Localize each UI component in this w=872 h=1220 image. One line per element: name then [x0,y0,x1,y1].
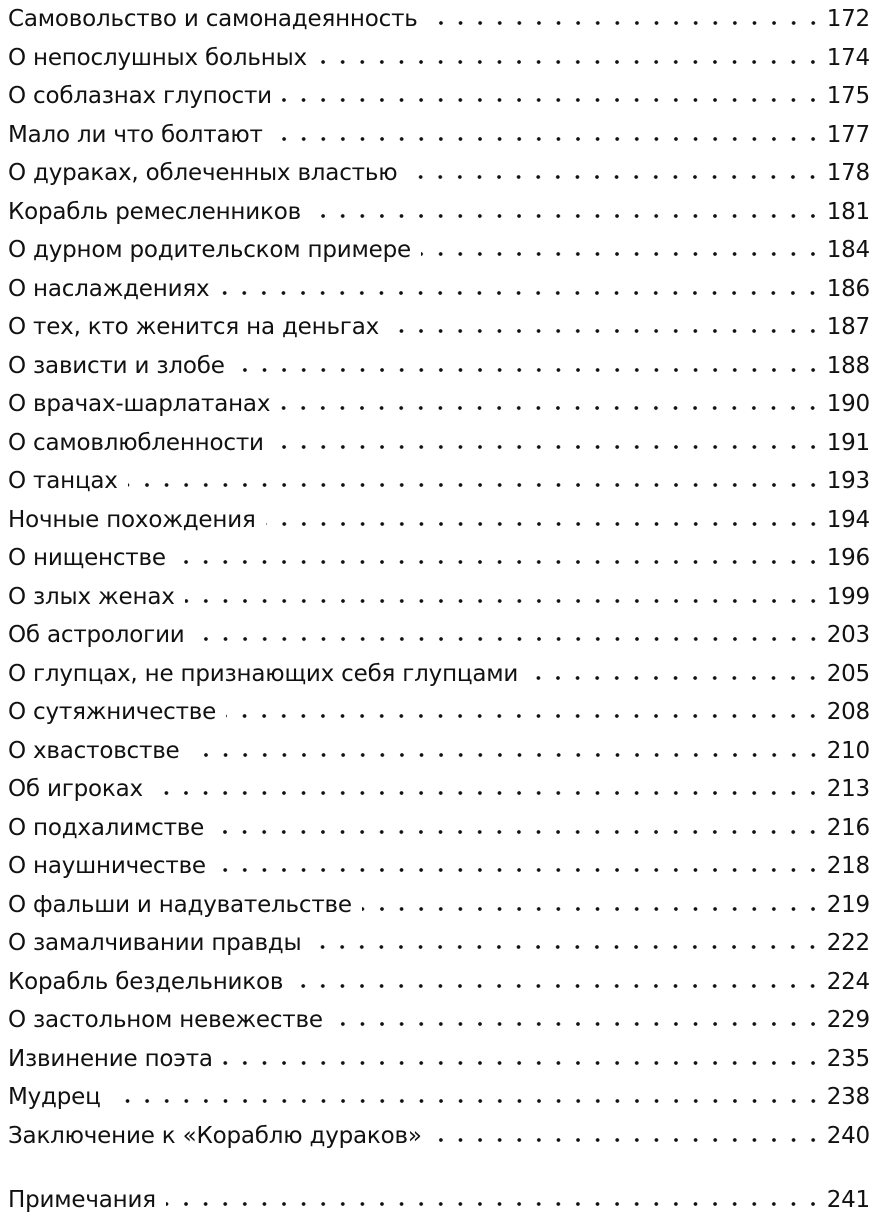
dot-leader [185,599,823,603]
toc-entry-title: О врачах-шарлатанах [8,391,271,417]
dot-leader [235,368,823,372]
toc-entry-title: О подхалимстве [8,814,205,841]
toc-entry[interactable] [8,424,870,463]
toc-entry-page: 210 [826,737,870,764]
toc-entry-page: 241 [826,1187,870,1213]
toc-entry[interactable] [8,616,870,655]
toc-entry-title: О сутяжничестве [8,699,217,725]
toc-entry-title: Корабль ремесленников [8,198,301,225]
toc-entry-page: 187 [826,314,870,340]
toc-entry-title: О злых женах [8,583,175,610]
toc-entry[interactable] [8,847,870,886]
toc-entry[interactable] [8,308,870,347]
toc-entry-title: О застольном невежестве [8,1007,323,1033]
toc-entry-page: 219 [826,891,870,918]
dot-leader [219,291,822,295]
toc-entry[interactable] [8,1117,870,1156]
toc-entry-page: 235 [826,1045,870,1072]
toc-entry[interactable] [8,0,870,39]
toc-entry-page: 216 [826,814,870,841]
toc-entry[interactable] [8,501,870,540]
dot-leader [216,868,823,872]
toc-entry-title: Мудрец [8,1084,101,1110]
dot-leader [226,714,823,718]
toc-entry-title: О глупцах, не признающих себя глупцами [8,660,519,687]
toc-entry[interactable] [8,693,870,732]
toc-entry-title: Самовольство и самонадеянность [8,6,418,32]
toc-entry-page: 186 [826,275,870,302]
dot-leader [293,984,822,988]
toc-entry[interactable] [8,963,870,1002]
toc-entry-title: Мало ли что болтают [8,121,263,148]
table-of-contents [8,0,870,1220]
toc-entry-page: 224 [826,968,870,995]
toc-entry-title: Об астрологии [8,622,185,648]
toc-entry-page: 203 [826,622,870,648]
dot-leader [362,907,823,911]
toc-entry[interactable] [8,231,870,270]
toc-entry[interactable] [8,809,870,848]
toc-entry[interactable] [8,1078,870,1117]
toc-entry-title: Извинение поэта [8,1045,213,1072]
dot-leader [333,1022,823,1026]
toc-entry-page: 178 [826,160,870,186]
toc-entry-page: 208 [826,699,870,725]
toc-entry-title: О замалчивании правды [8,930,302,956]
dot-leader [407,175,822,179]
toc-entry[interactable] [8,116,870,155]
toc-entry-page: 196 [826,545,870,571]
toc-entry-title: О наушничестве [8,853,206,879]
dot-leader [280,406,822,410]
toc-entry[interactable] [8,578,870,617]
toc-entry-title: Корабль бездельников [8,968,284,995]
toc-entry-page: 191 [826,429,870,456]
toc-entry-title: О дураках, облеченных властью [8,160,398,186]
toc-entry-title: О непослушных больных [8,44,307,71]
dot-leader [111,1099,823,1103]
toc-entry-page: 172 [826,6,870,32]
dot-leader [266,522,823,526]
toc-entry-title: Ночные похождения [8,506,256,533]
toc-entry[interactable] [8,193,870,232]
dot-leader [128,483,823,487]
toc-entry-title: О танцах [8,468,118,494]
dot-leader [311,214,823,218]
toc-entry-page: 194 [826,506,870,533]
dot-leader [389,329,823,333]
dot-leader [223,1061,823,1065]
toc-entry-title: О хвастовстве [8,737,180,764]
toc-entry-title: О дурном родительском примере [8,237,411,263]
dot-leader [214,830,823,834]
dot-leader [176,560,823,564]
toc-entry-page: 175 [826,83,870,109]
toc-entry-title: Об игроках [8,776,143,802]
toc-entry-page: 184 [826,237,870,263]
toc-entry-page: 238 [826,1084,870,1110]
toc-entry[interactable] [8,462,870,501]
toc-entry-page: 218 [826,853,870,879]
toc-entry[interactable] [8,347,870,386]
toc-entry-title: Заключение к «Кораблю дураков» [8,1122,422,1149]
toc-entry-page: 222 [826,930,870,956]
toc-entry-title: Примечания [8,1187,156,1213]
toc-entry-page: 177 [826,121,870,148]
toc-entry[interactable] [8,270,870,309]
toc-entry[interactable] [8,924,870,963]
toc-entry[interactable] [8,1001,870,1040]
toc-entry[interactable] [8,655,870,694]
dot-leader [421,252,823,256]
dot-leader [195,637,823,641]
dot-leader [282,98,823,102]
toc-entry-page: 193 [826,468,870,494]
toc-entry-page: 229 [826,1007,870,1033]
toc-entry-page: 181 [826,198,870,225]
toc-entry[interactable] [8,77,870,116]
dot-leader [432,1138,823,1142]
dot-leader [274,445,823,449]
toc-entry-title: О нищенстве [8,545,166,571]
toc-entry-page: 205 [826,660,870,687]
toc-entry[interactable] [8,886,870,925]
dot-leader [311,945,822,949]
toc-entry-title: О тех, кто женится на деньгах [8,314,379,340]
toc-entry-title: О наслаждениях [8,275,210,302]
toc-entry-page: 190 [826,391,870,417]
toc-entry-page: 188 [826,352,870,379]
toc-entry-title: О фальши и надувательстве [8,891,352,918]
toc-entry-notes[interactable] [8,1181,870,1220]
dot-leader [428,21,823,25]
toc-entry-page: 213 [826,776,870,802]
toc-entry-page: 240 [826,1122,870,1149]
toc-entry[interactable] [8,770,870,809]
dot-leader [273,137,823,141]
toc-entry[interactable] [8,732,870,771]
toc-entry-title: О самовлюбленности [8,429,264,456]
toc-entry-title: О зависти и злобе [8,352,225,379]
toc-entry[interactable] [8,1040,870,1079]
dot-leader [317,60,823,64]
toc-entry[interactable] [8,539,870,578]
dot-leader [528,676,823,680]
dot-leader [190,753,823,757]
toc-entry[interactable] [8,154,870,193]
toc-entry[interactable] [8,39,870,78]
toc-entry-page: 199 [826,583,870,610]
toc-entry-page: 174 [826,44,870,71]
toc-entry[interactable] [8,385,870,424]
toc-entry-title: О соблазнах глупости [8,83,272,109]
dot-leader [153,791,823,795]
dot-leader [166,1202,823,1206]
